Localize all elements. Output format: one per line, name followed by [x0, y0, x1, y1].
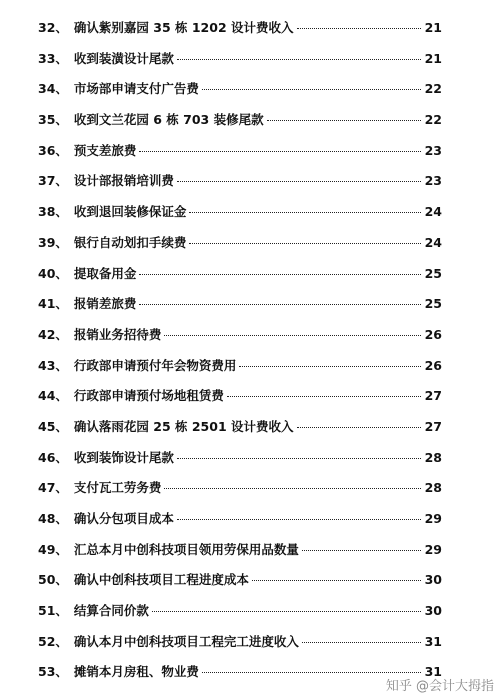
toc-entry[interactable] [38, 141, 442, 172]
toc-entry-title: 报销业务招待费 [73, 326, 162, 342]
toc-entry[interactable] [38, 18, 442, 49]
toc-entry-page: 30 [424, 572, 442, 588]
dot-leader [164, 488, 421, 489]
table-of-contents [38, 18, 442, 693]
dot-leader [297, 28, 422, 29]
toc-entry[interactable] [38, 601, 442, 632]
toc-entry-title: 报销差旅费 [73, 296, 137, 312]
toc-entry[interactable] [38, 294, 442, 325]
toc-entry-number: 40、 [38, 265, 68, 281]
dot-leader [239, 366, 421, 367]
dot-leader [139, 304, 421, 305]
toc-entry-title: 结算合同价款 [73, 603, 149, 619]
watermark-text: 知乎 @会计大拇指 [385, 679, 494, 694]
toc-entry-title: 收到装饰设计尾款 [73, 449, 174, 465]
toc-entry-page: 21 [424, 50, 442, 66]
toc-entry[interactable] [38, 632, 442, 663]
toc-entry-page: 28 [424, 449, 442, 465]
toc-entry[interactable] [38, 356, 442, 387]
toc-entry-number: 42、 [38, 326, 68, 342]
toc-entry-title: 确认中创科技项目工程进度成本 [73, 572, 249, 588]
toc-entry-number: 50、 [38, 572, 68, 588]
toc-entry-title: 确认紫别嘉园 35 栋 1202 设计费收入 [73, 20, 294, 35]
toc-entry-title: 摊销本月房租、物业费 [73, 664, 199, 680]
toc-entry-title: 汇总本月中创科技项目领用劳保用品数量 [73, 541, 299, 557]
toc-entry[interactable] [38, 662, 442, 693]
toc-entry-title: 收到退回装修保证金 [73, 204, 187, 220]
toc-entry-page: 22 [424, 81, 442, 97]
toc-entry-number: 39、 [38, 234, 68, 250]
toc-entry-page: 31 [424, 633, 442, 649]
toc-entry-page: 22 [424, 112, 442, 128]
toc-entry-number: 43、 [38, 357, 68, 373]
dot-leader [189, 212, 421, 213]
toc-entry-number: 35、 [38, 112, 68, 128]
dot-leader [177, 519, 421, 520]
toc-entry-title: 行政部申请预付年会物资费用 [73, 357, 237, 373]
toc-entry[interactable] [38, 386, 442, 417]
dot-leader [267, 120, 421, 121]
dot-leader [189, 243, 421, 244]
toc-entry-title: 市场部申请支付广告费 [73, 81, 199, 97]
toc-entry-title: 确认本月中创科技项目工程完工进度收入 [73, 633, 299, 649]
toc-entry-page: 26 [424, 326, 442, 342]
toc-entry-number: 34、 [38, 81, 68, 97]
toc-entry-title: 行政部申请预付场地租赁费 [73, 388, 224, 404]
toc-entry-page: 26 [424, 357, 442, 373]
toc-entry-number: 51、 [38, 603, 68, 619]
toc-entry[interactable] [38, 570, 442, 601]
toc-entry-page: 24 [424, 234, 442, 250]
toc-entry-page: 23 [424, 173, 442, 189]
toc-entry-number: 47、 [38, 480, 68, 496]
dot-leader [139, 151, 421, 152]
toc-entry[interactable] [38, 417, 442, 448]
toc-entry[interactable] [38, 264, 442, 295]
dot-leader [297, 427, 422, 428]
toc-entry-page: 28 [424, 480, 442, 496]
dot-leader [302, 642, 421, 643]
toc-entry[interactable] [38, 478, 442, 509]
toc-entry-number: 45、 [38, 418, 68, 434]
dot-leader [139, 274, 421, 275]
toc-entry-number: 46、 [38, 449, 68, 465]
toc-entry-number: 52、 [38, 633, 68, 649]
toc-entry[interactable] [38, 110, 442, 141]
dot-leader [177, 181, 421, 182]
toc-entry-number: 44、 [38, 388, 68, 404]
watermark [386, 675, 494, 694]
toc-entry-title: 收到文兰花园 6 栋 703 装修尾款 [73, 112, 264, 128]
dot-leader [177, 59, 421, 60]
toc-entry-page: 21 [424, 20, 442, 35]
toc-entry-number: 48、 [38, 511, 68, 526]
toc-entry[interactable] [38, 202, 442, 233]
toc-entry-page: 27 [424, 418, 442, 434]
dot-leader [302, 550, 421, 551]
toc-entry[interactable] [38, 325, 442, 356]
toc-entry-number: 41、 [38, 296, 68, 312]
toc-entry-page: 24 [424, 204, 442, 220]
toc-entry-number: 49、 [38, 541, 68, 557]
toc-entry-number: 36、 [38, 142, 68, 158]
dot-leader [164, 335, 421, 336]
toc-entry-page: 29 [424, 511, 442, 526]
dot-leader [152, 611, 421, 612]
toc-entry-page: 23 [424, 142, 442, 158]
toc-entry-title: 银行自动划扣手续费 [73, 234, 187, 250]
toc-entry-title: 确认落雨花园 25 栋 2501 设计费收入 [73, 418, 294, 434]
toc-entry-title: 提取备用金 [73, 265, 137, 281]
dot-leader [202, 672, 421, 673]
dot-leader [177, 458, 421, 459]
toc-entry-page: 25 [424, 265, 442, 281]
dot-leader [202, 89, 421, 90]
toc-entry-title: 收到装潢设计尾款 [73, 50, 174, 66]
toc-entry[interactable] [38, 509, 442, 540]
toc-entry-page: 30 [424, 603, 442, 619]
toc-entry-number: 32、 [38, 20, 68, 35]
toc-entry-title: 支付瓦工劳务费 [73, 480, 162, 496]
toc-entry[interactable] [38, 540, 442, 571]
toc-entry[interactable] [38, 79, 442, 110]
toc-entry[interactable] [38, 448, 442, 479]
toc-entry[interactable] [38, 49, 442, 80]
toc-entry-number: 53、 [38, 664, 68, 680]
dot-leader [252, 580, 421, 581]
toc-entry-page: 29 [424, 541, 442, 557]
toc-entry-number: 38、 [38, 204, 68, 220]
toc-entry-number: 37、 [38, 173, 68, 189]
toc-entry-page: 31 [424, 664, 442, 680]
toc-entry-page: 25 [424, 296, 442, 312]
toc-entry-title: 预支差旅费 [73, 142, 137, 158]
toc-entry-number: 33、 [38, 50, 68, 66]
toc-entry-title: 确认分包项目成本 [73, 511, 174, 526]
toc-entry[interactable] [38, 171, 442, 202]
toc-entry[interactable] [38, 233, 442, 264]
toc-entry-page: 27 [424, 388, 442, 404]
dot-leader [227, 396, 421, 397]
toc-entry-title: 设计部报销培训费 [73, 173, 174, 189]
